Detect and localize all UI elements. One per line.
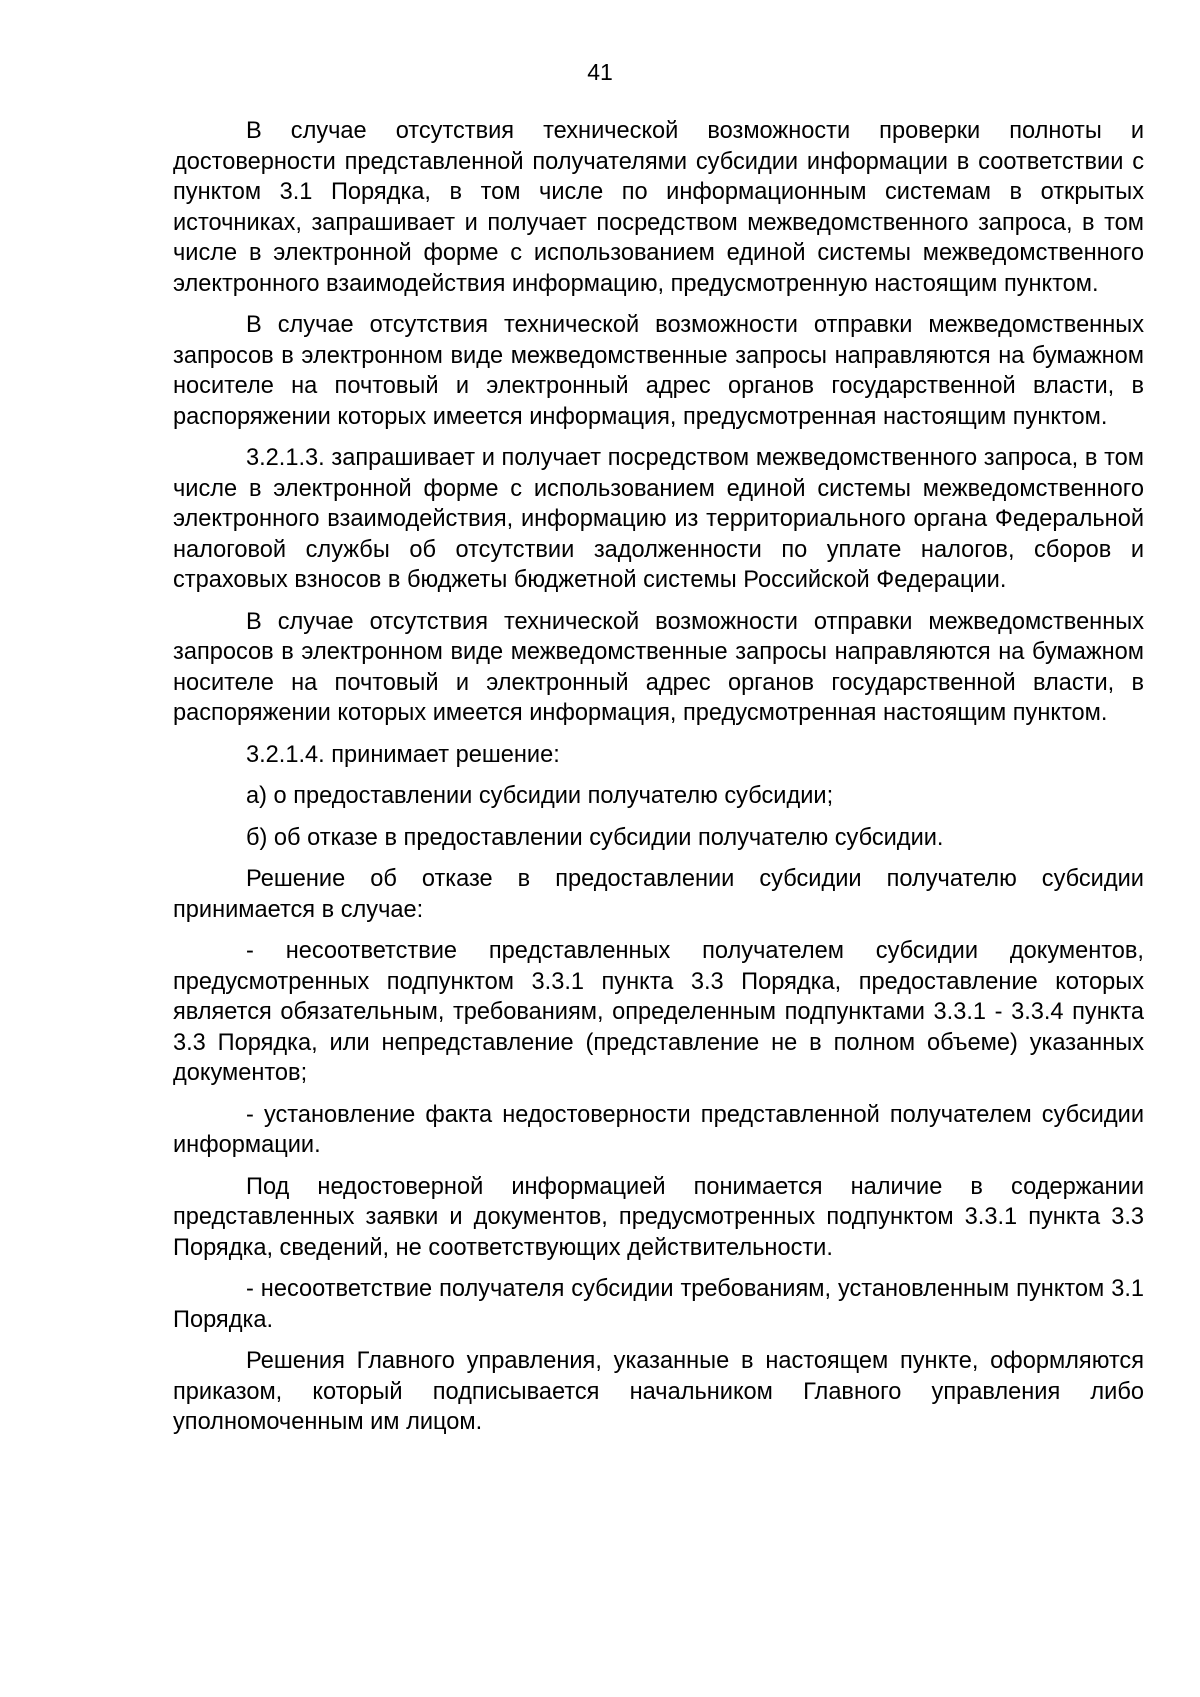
paragraph-unreliable-info-definition: Под недостоверной информацией понимается наличие в содержании представленных заявки и документов, предусмотренных подпунктом 3.3.1 пункта 3.3 Порядка, сведений, не соответствующих действительности. xyxy=(173,1173,1144,1261)
page-number: 41 xyxy=(587,59,613,85)
paragraph-decision-refuse: б) об отказе в предоставлении субсидии получателю субсидии. xyxy=(246,824,944,851)
paragraph-3-2-1-4: 3.2.1.4. принимает решение: xyxy=(246,741,560,768)
paragraph-no-verification-capability: В случае отсутствия технической возможности проверки полноты и достоверности представленной получателями субсидии информации в соответствии с пунктом 3.1 Порядка, в том числе по информационным системам в открытых источниках, запрашивает и получает посредством межведомственного запроса, в том числе в электронной форме с использованием единой системы межведомственного электронного взаимодействия информацию, предусмотренную настоящим пунктом. xyxy=(173,118,1144,297)
paragraph-paper-requests-1: В случае отсутствия технической возможности отправки межведомственных запросов в электронном виде межведомственные запросы направляются на бумажном носителе на почтовый и электронный адрес органов государственной власти, в распоряжении которых имеется информация, предусмотренная настоящим пунктом. xyxy=(173,312,1144,430)
document-body xyxy=(173,116,1144,1449)
paragraph-refusal-documents: - несоответствие представленных получателем субсидии документов, предусмотренных подпунктом 3.3.1 пункта 3.3 Порядка, предоставление которых является обязательным, требованиям, определенным подпунктами 3.3.1 - 3.3.4 пункта 3.3 Порядка, или непредставление (представление не в полном объеме) указанных документов; xyxy=(173,938,1144,1086)
paragraph-refusal-cases: Решение об отказе в предоставлении субсидии получателю субсидии принимается в случае: xyxy=(173,866,1144,923)
paragraph-3-2-1-3: 3.2.1.3. запрашивает и получает посредством межведомственного запроса, в том числе в электронной форме с использованием единой системы межведомственного электронного взаимодействия, информацию из территориального органа Федеральной налоговой службы об отсутствии задолженности по уплате налогов, сборов и страховых взносов в бюджеты бюджетной системы Российской Федерации. xyxy=(173,445,1144,593)
paragraph-decision-grant: а) о предоставлении субсидии получателю субсидии; xyxy=(246,783,834,809)
paragraph-refusal-unreliable-info: - установление факта недостоверности представленной получателем субсидии информации. xyxy=(173,1101,1144,1158)
paragraph-refusal-requirements: - несоответствие получателя субсидии требованиям, установленным пунктом 3.1 Порядка. xyxy=(173,1276,1144,1333)
paragraph-paper-requests-2: В случае отсутствия технической возможности отправки межведомственных запросов в электронном виде межведомственные запросы направляются на бумажном носителе на почтовый и электронный адрес органов государственной власти, в распоряжении которых имеется информация, предусмотренная настоящим пунктом. xyxy=(173,608,1144,726)
paragraph-decisions-order: Решения Главного управления, указанные в настоящем пункте, оформляются приказом, который подписывается начальником Главного управления либо уполномоченным им лицом. xyxy=(173,1348,1144,1435)
